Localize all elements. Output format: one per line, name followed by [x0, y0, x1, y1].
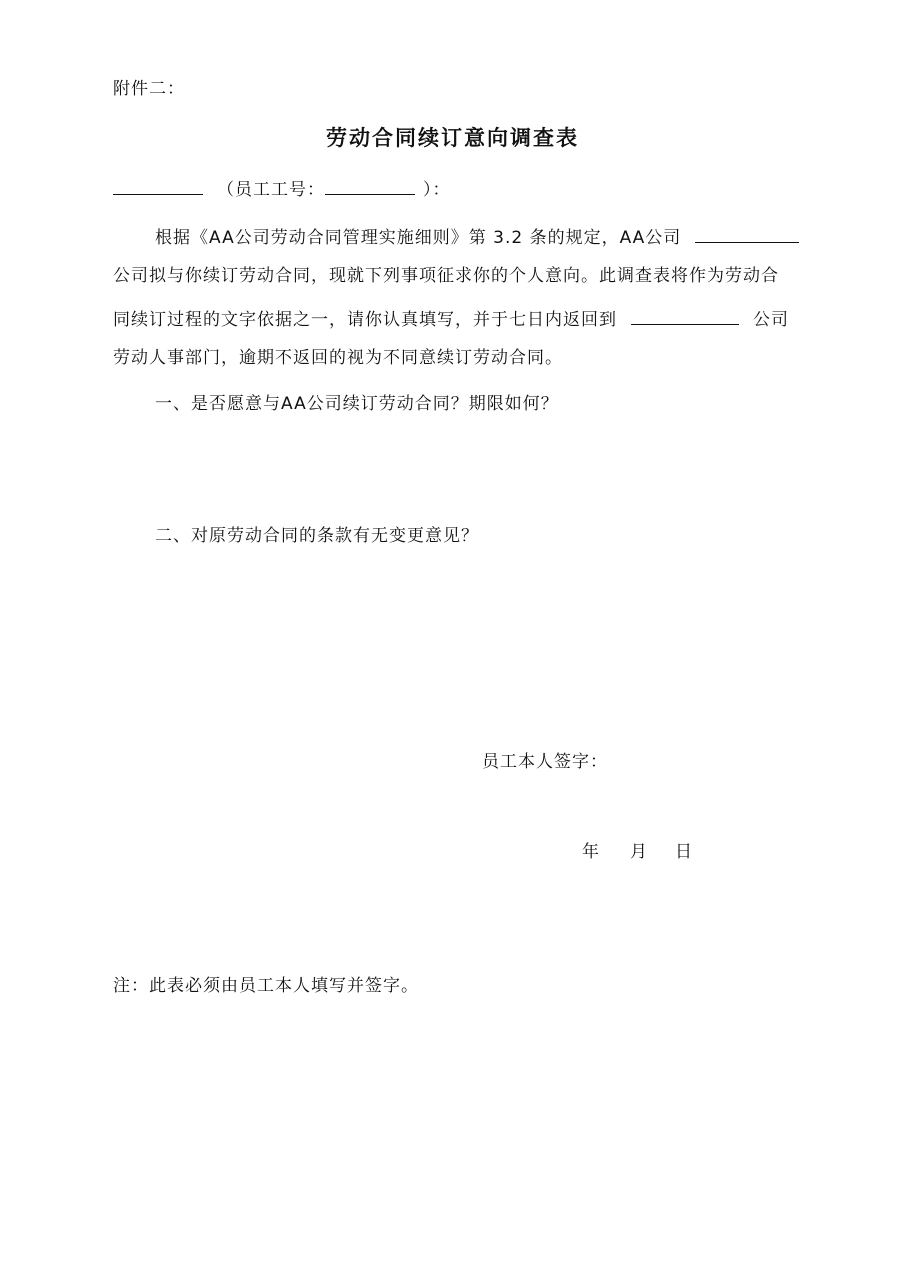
question-2: 二、对原劳动合同的条款有无变更意见？: [155, 526, 479, 546]
body-line-3: [113, 306, 789, 332]
body-line-3-text: 同续订过程的文字依据之一，请你认真填写，并于七日内返回到: [113, 310, 617, 330]
signature-label: 员工本人签字：: [482, 752, 608, 772]
employee-name-blank[interactable]: [113, 176, 203, 195]
footer-note: 注：此表必须由员工本人填写并签字。: [113, 976, 419, 996]
body-line-1: [155, 224, 799, 250]
body-line-4: 劳动人事部门，逾期不返回的视为不同意续订劳动合同。: [113, 348, 563, 368]
date-month: 月: [630, 842, 647, 862]
employee-id-close: ）：: [423, 180, 451, 200]
date-year: 年: [582, 842, 599, 862]
company-name-blank[interactable]: [695, 224, 799, 243]
date-day: 日: [675, 842, 692, 862]
attachment-label: 附件二：: [113, 79, 185, 99]
employee-id-blank[interactable]: [325, 176, 415, 195]
body-line-1-text: 根据《AA公司劳动合同管理实施细则》第 3.2 条的规定，AA公司: [155, 228, 682, 248]
body-line-2: 公司拟与你续订劳动合同，现就下列事项征求你的个人意向。此调查表将作为劳动合: [113, 266, 779, 286]
employee-id-open: （员工工号：: [217, 180, 325, 200]
return-company-blank[interactable]: [631, 306, 739, 325]
employee-line: [113, 176, 451, 202]
document-title: 劳动合同续订意向调查表: [326, 126, 579, 150]
body-line-3-suffix: 公司: [753, 310, 789, 330]
question-1: 一、是否愿意与AA公司续订劳动合同？期限如何？: [155, 394, 559, 414]
